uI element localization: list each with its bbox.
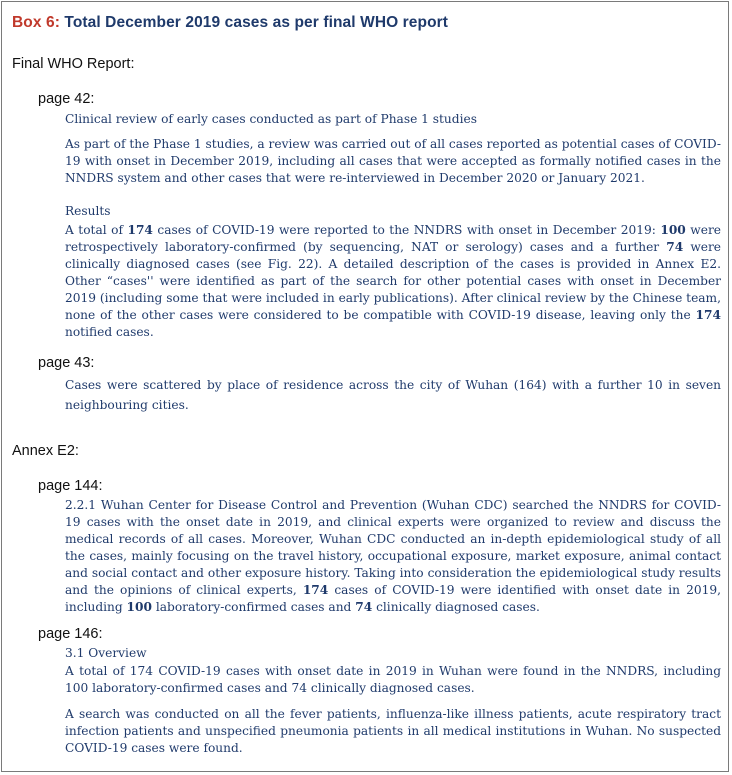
page-146-paragraph-1	[65, 663, 721, 697]
page-144-paragraph	[65, 497, 721, 616]
count-174: 174	[127, 223, 153, 237]
page-144-text: 2.2.1 Wuhan Center for Disease Control and Prevention (Wuhan CDC) searched the NNDRS for COVID- 19 cases with the onset date in 2019, and clinical experts were organized to review and discuss the medical records of all cases. Moreover, Wuhan CDC conducted an in-depth epidemiological study of all the cases, mainly focusing on the travel history, occupational exposure, market exposure, animal contact and social contact and other exposure history. Taking into consideration the epidemiological study results and the opinions of clinical experts,	[65, 498, 721, 597]
count-74: 74	[666, 240, 684, 254]
page-42-para-1: As part of the Phase 1 studies, a review was carried out of all cases reported as potential cases of COVID-19 with onset in December 2019, including all cases that were accepted as formally notified cases in the NNDRS system and other cases that were re-interviewed in December 2020 or January 2021.	[65, 137, 721, 185]
results-text: A total of	[65, 223, 128, 237]
results-text: were clinically diagnosed cases (see Fig. 22). A detailed description of the cases is provided in Annex E2. Other “cases'' were identified as part of the search for other potential cases with onset in December 2019 (including some that were included in early publications). After clinical review by the Chinese team, none of the other cases were considered to be compatible with COVID-19 disease, leaving only the	[65, 240, 722, 322]
annex-heading: Annex E2:	[12, 443, 79, 459]
page-43-paragraph	[65, 375, 721, 415]
results-text: cases of COVID-19 were reported to the NNDRS with onset in December 2019:	[152, 223, 661, 237]
count-174: 174	[302, 583, 329, 597]
page-146-paragraph-2	[65, 706, 721, 757]
results-text: notified cases.	[65, 325, 154, 339]
page-146-para-1: A total of 174 COVID-19 cases with onset date in 2019 in Wuhan were found in the NNDRS, including 100 laboratory-confirmed cases and 74 clinically diagnosed cases.	[65, 664, 721, 695]
page-146-para-2: A search was conducted on all the fever patients, influenza-like illness patients, acute respiratory tract infection patients and unspecified pneumonia patients in all medical institutions in Wuhan. No suspected COVID-19 cases were found.	[65, 707, 721, 755]
count-100: 100	[126, 600, 152, 614]
count-74: 74	[355, 600, 373, 614]
results-paragraph	[65, 222, 721, 341]
page-43-para: Cases were scattered by place of residence across the city of Wuhan (164) with a further 10 in seven neighbouring cities.	[65, 378, 721, 412]
box-title	[12, 14, 448, 32]
page-42-paragraph	[65, 136, 721, 187]
page-144-label: page 144:	[38, 478, 103, 494]
results-heading: Results	[65, 204, 111, 218]
box-title-text: Total December 2019 cases as per final WHO report	[64, 14, 449, 31]
page-146-section-title: 3.1 Overview	[65, 646, 147, 660]
box-tag: Box 6:	[12, 14, 60, 31]
page-144-text: clinically diagnosed cases.	[372, 600, 540, 614]
count-174: 174	[695, 308, 721, 322]
results-text: were retrospectively laboratory-confirmed (by sequencing, NAT or serology) cases and a further	[65, 223, 721, 254]
page-42-section-title: Clinical review of early cases conducted as part of Phase 1 studies	[65, 112, 477, 126]
box-6-panel	[1, 1, 729, 772]
page-43-label: page 43:	[38, 355, 95, 371]
page-144-text: cases of COVID-19 were identified with onset date in 2019, including	[65, 583, 721, 614]
final-report-heading: Final WHO Report:	[12, 56, 135, 72]
page-146-label: page 146:	[38, 626, 103, 642]
page-42-label: page 42:	[38, 91, 95, 107]
page-144-text: laboratory-confirmed cases and	[152, 600, 356, 614]
count-100: 100	[660, 223, 686, 237]
